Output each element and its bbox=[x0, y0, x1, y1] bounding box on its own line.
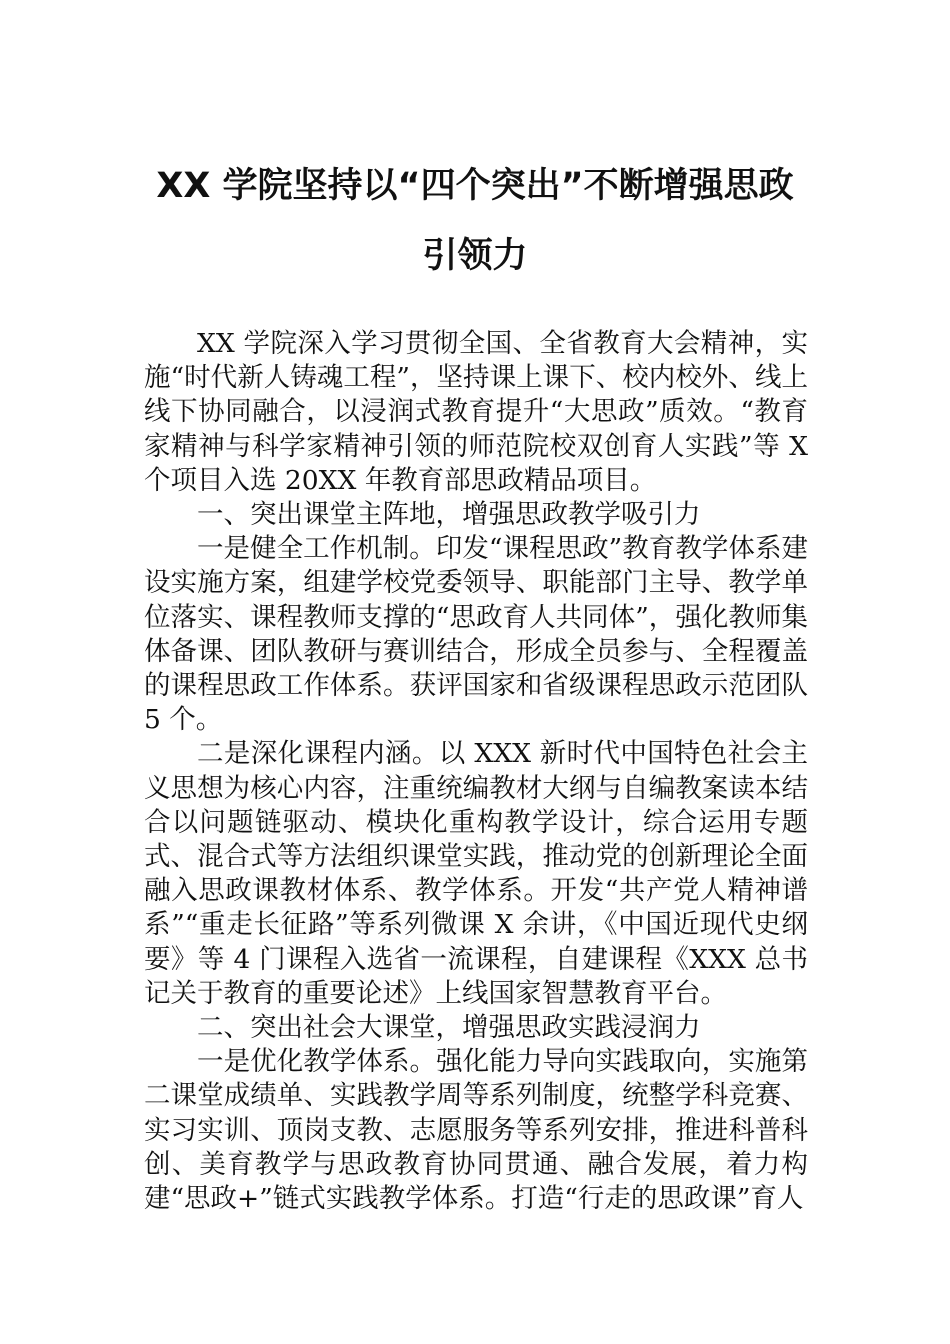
document-title-line-1: XX 学院坚持以“四个突出”不断增强思政 bbox=[156, 166, 794, 206]
document-title-line-2: 引领力 bbox=[422, 236, 528, 276]
body-paragraph: 二是深化课程内涵。以 XXX 新时代中国特色社会主义思想为核心内容，注重统编教材大纲与自编教案读本结合以问题链驱动、模块化重构教学设计，综合运用专题式、混合式等方法组织课堂实践，推动党的创新理论全面融入思政课教材体系、教学体系。开发“共产党人精神谱系”“重走长征路”等系列微课 X 余讲，《中国近现代史纲要》等 4 门课程入选省一流课程，自建课程《XXX 总书记关于教育的重要论述》上线国家智慧教育平台。 bbox=[144, 738, 808, 1009]
body-paragraph: 一是健全工作机制。印发“课程思政”教育教学体系建设实施方案，组建学校党委领导、职能部门主导、教学单位落实、课程教师支撑的“思政育人共同体”，强化教师集体备课、团队教研与赛训结合，形成全员参与、全程覆盖的课程思政工作体系。获评国家和省级课程思政示范团队 5 个。 bbox=[144, 533, 808, 736]
body-paragraph: 一是优化教学体系。强化能力导向实践取向，实施第二课堂成绩单、实践教学周等系列制度，统整学科竞赛、实习实训、顶岗支教、志愿服务等系列安排，推进科普科创、美育教学与思政教育协同贯通、融合发展，着力构建“思政+”链式实践教学体系。打造“行走的思政课”育人 bbox=[144, 1046, 808, 1215]
section-heading-2: 二、突出社会大课堂，增强思政实践浸润力 bbox=[197, 1012, 701, 1044]
intro-paragraph: XX 学院深入学习贯彻全国、全省教育大会精神，实施“时代新人铸魂工程”，坚持课上课下、校内校外、线上线下协同融合，以浸润式教育提升“大思政”质效。“教育家精神与科学家精神引领的师范院校双创育人实践”等 X 个项目入选 20XX 年教育部思政精品项目。 bbox=[144, 328, 808, 496]
document-body bbox=[144, 327, 808, 1216]
section-heading-1: 一、突出课堂主阵地，增强思政教学吸引力 bbox=[197, 499, 701, 531]
